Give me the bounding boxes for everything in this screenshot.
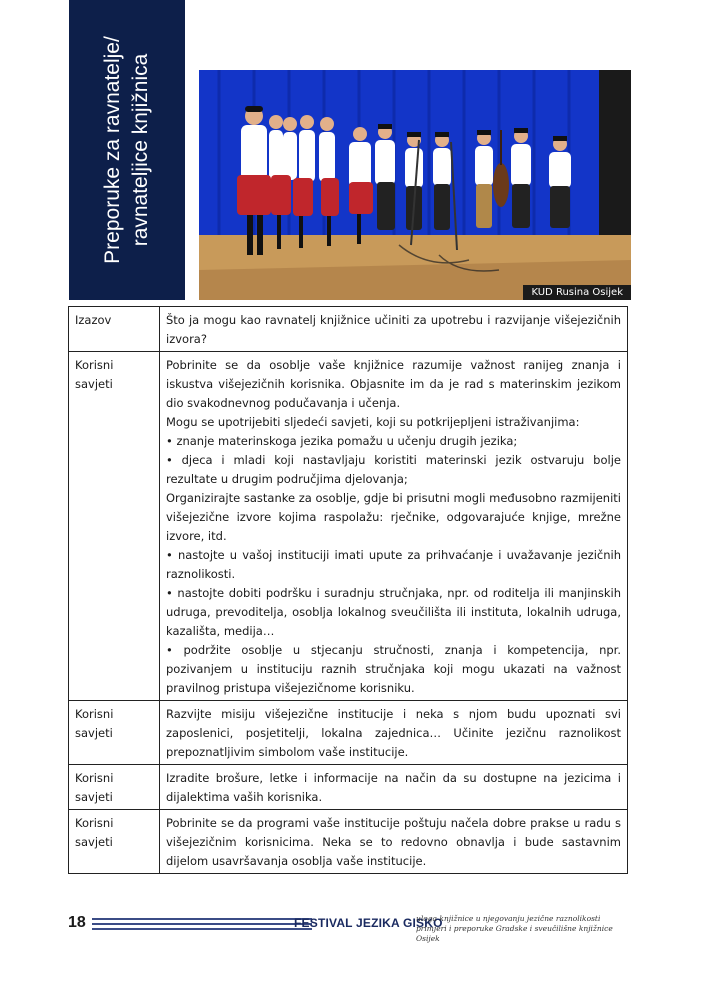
challenge-label: Izazov [69, 307, 160, 352]
challenge-text: Što ja mogu kao ravnatelj knjižnice učiniti za upotrebu i razvijanje višejezičnih izvora? [160, 307, 628, 352]
label-line1: Korisni [75, 816, 114, 830]
side-title [69, 0, 185, 300]
side-title-line2: ravnateljice knjižnica [129, 53, 153, 247]
page-footer [68, 914, 628, 943]
advice-table [68, 306, 628, 874]
row-content: Razvijte misiju višejezične institucije i neka s njom budu upoznati svi zaposlenici, posjetitelji, lokalna zajednica… Učinite jezičnu raznolikost prepoznatljivim simbolom vaše institucije. [160, 701, 628, 765]
bullet-item: • nastojte u vašoj instituciji imati upute za prihvaćanje i uvažavanje jezičnih raznolikosti. [166, 548, 621, 581]
row-label [69, 810, 160, 874]
label-line2: savjeti [75, 377, 113, 391]
label-line2: savjeti [75, 726, 113, 740]
footer-decorative-lines [92, 918, 312, 932]
table-row [69, 765, 628, 810]
footer-note-line2: primjeri i preporuke Gradske i sveučilišne knjižnice Osijek [416, 924, 613, 943]
row-content [160, 352, 628, 701]
bullet-item: • djeca i mladi koji nastavljaju koristiti materinski jezik ostvaruju bolje rezultate u drugim područjima djelovanja; [166, 453, 621, 486]
label-line1: Korisni [75, 707, 114, 721]
table-row [69, 352, 628, 701]
row-content: Izradite brošure, letke i informacije na način da su dostupne na jezicima i dijalektima vaših korisnika. [160, 765, 628, 810]
footer-note [416, 914, 628, 944]
paragraph: Organizirajte sastanke za osoblje, gdje bi prisutni mogli međusobno razmijeniti višejezične izvore kojima raspolažu: rječnike, odgovarajuće knjige, mrežne izvore, itd. [166, 491, 621, 543]
row-label [69, 765, 160, 810]
table-row [69, 810, 628, 874]
folk-ensemble-photo [199, 70, 631, 300]
row-label [69, 352, 160, 701]
festival-name: FESTIVAL JEZIKA GISKO [294, 916, 443, 930]
label-line1: Korisni [75, 771, 114, 785]
photo-caption: KUD Rusina Osijek [523, 285, 631, 300]
row-content: Pobrinite se da programi vaše institucije poštuju načela dobre prakse u radu s višejezičnim korisnicima. Neka se to redovno obnavlja i bude sastavnim dijelom usavršavanja osoblja vaše institucije. [160, 810, 628, 874]
footer-note-line1: uloga knjižnice u njegovanju jezične raznolikosti [416, 914, 601, 923]
page-number: 18 [68, 914, 86, 931]
side-title-line1: Preporuke za ravnatelje/ [101, 36, 125, 264]
bullet-item: • podržite osoblje u stjecanju stručnosti, znanja i kompetencija, npr. pozivanjem u instituciju raznih stručnjaka koji mogu ukazati na važnost pravilnog pristupa višejezičnome korisniku. [166, 643, 621, 695]
table-row [69, 307, 628, 352]
paragraph: Mogu se upotrijebiti sljedeći savjeti, koji su potkrijepljeni istraživanjima: [166, 415, 580, 429]
table-row [69, 701, 628, 765]
label-line2: savjeti [75, 790, 113, 804]
label-line2: savjeti [75, 835, 113, 849]
label-line1: Korisni [75, 358, 114, 372]
row-label [69, 701, 160, 765]
paragraph: Pobrinite se da osoblje vaše knjižnice razumije važnost ranijeg znanja i iskustva višejezičnih korisnika. Objasnite im da je rad s materinskim jezikom dio svakodnevnog podučavanja i učenja. [166, 358, 621, 410]
bullet-item: • znanje materinskoga jezika pomažu u učenju drugih jezika; [166, 434, 518, 448]
bullet-item: • nastojte dobiti podršku i suradnju stručnjaka, npr. od roditelja ili manjinskih udruga, prevoditelja, osoblja lokalnog sveučilišta ili instituta, lokalnih udruga, kazališta, medija… [166, 586, 621, 638]
stage-photo-illustration [199, 70, 631, 300]
